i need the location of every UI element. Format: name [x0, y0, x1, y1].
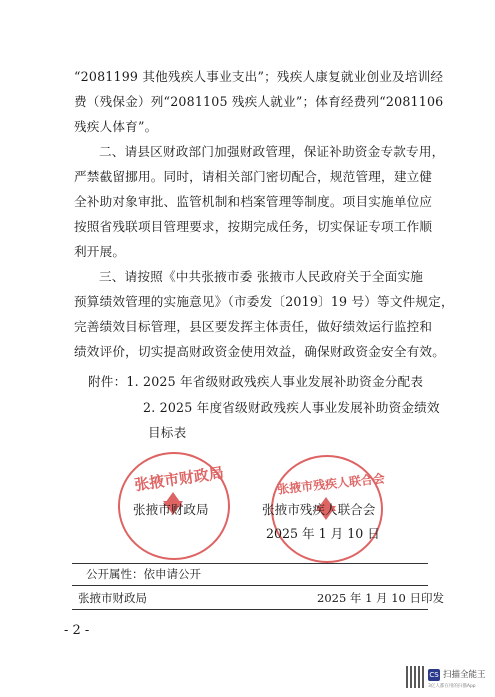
body-line: 完善绩效目标管理，县区要发挥主体责任，做好绩效运行监控和	[74, 319, 433, 334]
camscanner-logo-icon: CS	[429, 671, 439, 679]
watermark-title: 扫描全能王	[443, 670, 486, 680]
issue-date: 2025 年 1 月 10 日印发	[317, 591, 444, 605]
attachment-2: 2. 2025 年度省级财政残疾人事业发展补助资金绩效	[143, 400, 440, 415]
qr-code-icon	[406, 666, 424, 688]
body-line: 费（残保金）列“2081105 残疾人就业”；体育经费列“2081106	[74, 94, 444, 109]
divider	[72, 609, 428, 610]
signature-federation: 张掖市残疾人联合会	[262, 502, 376, 517]
seal-text: 张掖市财政局	[133, 463, 225, 495]
page-number: - 2 -	[64, 623, 90, 638]
watermark-subtitle: 3亿人都在用的扫描App	[428, 684, 476, 689]
body-line: 残疾人体育”。	[74, 119, 158, 134]
body-line: 严禁截留挪用。同时，请相关部门密切配合，规范管理，建立健	[74, 169, 433, 184]
divider	[72, 563, 428, 564]
seal-text: 张掖市残疾人联合会	[276, 471, 386, 497]
body-line: 预算绩效管理的实施意见》（市委发〔2019〕19 号）等文件规定，	[74, 294, 454, 309]
disclosure-attribute: 公开属性：依申请公开	[86, 567, 201, 581]
signature-date: 2025 年 1 月 10 日	[266, 526, 380, 541]
divider	[72, 585, 428, 586]
body-line: 全补助对象审批、监管机制和档案管理等制度。项目实施单位应	[74, 194, 433, 209]
attachment-2-cont: 目标表	[148, 425, 187, 440]
body-line: “2081199 其他残疾人事业支出”；残疾人康复就业创业及培训经	[74, 69, 444, 84]
body-line: 绩效评价，切实提高财政资金使用效益，确保财政资金安全有效。	[74, 344, 446, 359]
body-line: 利开展。	[74, 244, 126, 259]
body-line: 二、请县区财政部门加强财政管理，保证补助资金专款专用，	[99, 144, 445, 159]
body-line: 按照省残联项目管理要求，按期完成任务，切实保证专项工作顺	[74, 219, 433, 234]
attachment-1: 附件：1. 2025 年省级财政残疾人事业发展补助资金分配表	[88, 374, 424, 389]
body-line: 三、请按照《中共张掖市委 张掖市人民政府关于全面实施	[99, 269, 424, 284]
issuer: 张掖市财政局	[78, 591, 147, 605]
scanner-watermark	[406, 666, 490, 692]
signature-finance: 张掖市财政局	[133, 502, 209, 517]
